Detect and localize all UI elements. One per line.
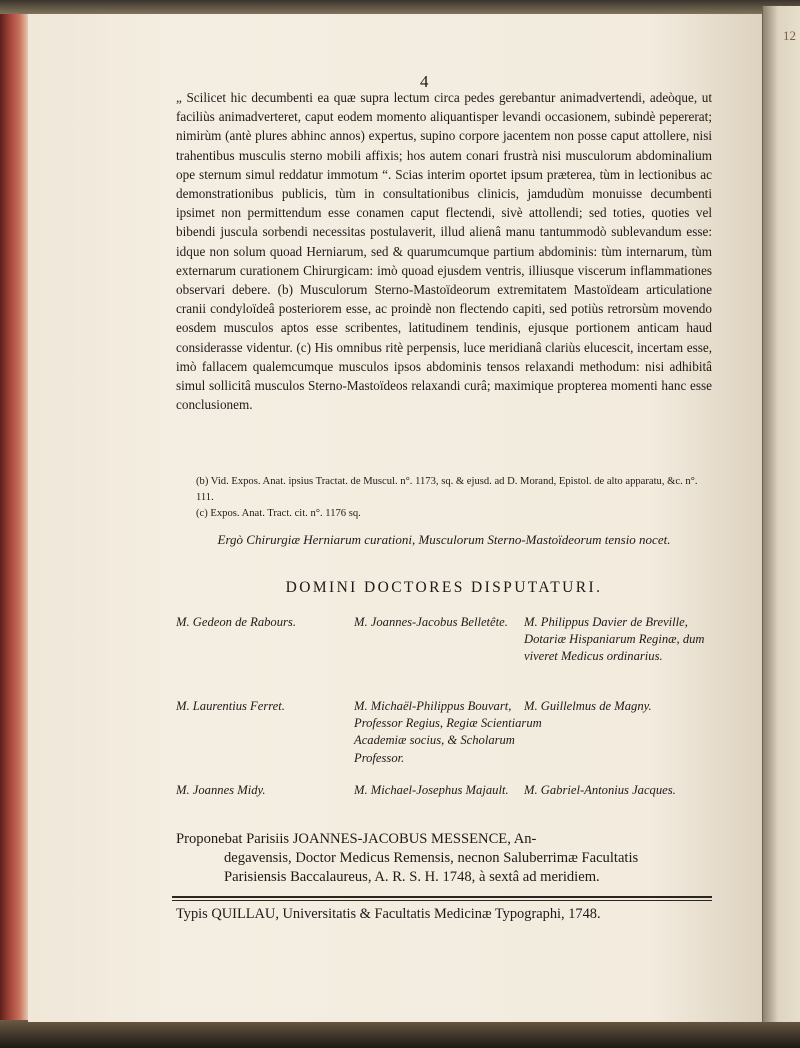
- doctor-entry: M. Guillelmus de Magny.: [524, 699, 652, 713]
- doctors-heading: DOMINI DOCTORES DISPUTATURI.: [285, 579, 603, 596]
- book-edge-bottom: [0, 1020, 800, 1048]
- doctor-entry: M. Philippus Davier de Breville, Dotariæ Hispaniarum Reginæ, dum viveret Medicus ordinarius.: [524, 615, 705, 664]
- divider-rule: [172, 900, 712, 901]
- proponent-line: degavensis, Doctor Medicus Remensis, necnon Saluberrimæ Facultatis: [224, 850, 639, 866]
- doctor-entry: M. Gabriel-Antonius Jacques.: [524, 783, 676, 797]
- conclusion: Ergò Chirurgiæ Herniarum curationi, Musculorum Sterno-Mastoïdeorum tensio nocet.: [217, 532, 671, 547]
- doctor-entry: M. Michael-Josephus Majault.: [354, 783, 509, 797]
- doctor-entry: M. Michaël-Philippus Bouvart, Professor Regius, Regiæ Scientiarum Academiæ socius, & Scholarum Professor.: [354, 699, 542, 765]
- doctor-entry: M. Gedeon de Rabours.: [176, 615, 296, 629]
- proponent-line: Parisiensis Baccalaureus, A. R. S. H. 1748, à sextâ ad meridiem.: [224, 869, 600, 885]
- next-page-edge: [762, 6, 800, 1022]
- doctor-entry: M. Joannes Midy.: [176, 783, 266, 797]
- divider-rule: [172, 896, 712, 898]
- proponent-line: Proponebat Parisiis JOANNES-JACOBUS MESSENCE, An-: [176, 831, 537, 847]
- book-edge-left: [0, 14, 28, 1024]
- footnote-b: (b) Vid. Expos. Anat. ipsius Tractat. de Muscul. n°. 1173, sq. & ejusd. ad D. Morand, Epistol. de alto apparatu, &c. n°. 111.: [196, 476, 698, 503]
- doctor-entry: M. Laurentius Ferret.: [176, 699, 285, 713]
- footnote-c: (c) Expos. Anat. Tract. cit. n°. 1176 sq.: [196, 508, 361, 519]
- document-page: [28, 14, 762, 1022]
- doctor-entry: M. Joannes-Jacobus Belletête.: [354, 615, 508, 629]
- printer-imprint: Typis QUILLAU, Universitatis & Facultatis Medicinæ Typographi, 1748.: [176, 906, 601, 922]
- next-page-number: 12: [783, 28, 796, 43]
- page-number: 4: [420, 72, 429, 91]
- body-paragraph: „ Scilicet hic decumbenti ea quæ supra lectum circa pedes gerebantur animadvertendi, adeòque, ut faciliùs animadverteret, caput eodem momento aliquantisper levandi occasionem, subindè pepererat; nimirùm (antè plures abhinc annos) expertus, supino corpore jacentem non posse caput attollere, nisi trahentibus musculis sterno mobili affixis; hos autem conari frustrà nisi musculorum abdominalium ope sternum simul reddatur immotum “. Scias interim oportet ipsum præterea, tùm in lectionibus ac demonstrationibus publicis, tùm in consultationibus clinicis, jamdudùm monuisse decumbenti ipsimet non permittendum esse conamen caput flectendi, sivè attollendi; sed toties, quoties vel bibendi jusculа sorbendi necessitas postulaverit, illud alienâ manu tantummodò sublevandum esse: idque non solum quoad Herniarum, sed & quarumcumque partium abdominis: tùm internarum, tùm externarum curationem Chirurgicam: imò quoad ejusdem ventris, illiusque viscerum inflammationes observari debere. (b) Musculorum Sterno-Mastoïdeorum extremitatem Mastoïdeam articulatione cranii condyloïdeâ posteriorem esse, ac proindè non flectendo capiti, sed potiùs retrorsùm movendo eosdem musculos aptos esse scribentes, latitudinem tendinis, ejusque portionem anticam haud considerasse videntur. (c) His omnibus ritè perpensis, luce meridianâ clariùs elucescit, incertam esse, imò fallacem qualemcumque musculos ipsos abdominis tensos relaxandi methodum: nisi adhibitâ simul sollicitâ musculos Sterno-Mastoïdeos relaxandi curâ; maximique propterea momenti hanc esse conclusionem.: [176, 90, 712, 413]
- proponent-block: [176, 830, 712, 887]
- footnotes: [196, 474, 712, 522]
